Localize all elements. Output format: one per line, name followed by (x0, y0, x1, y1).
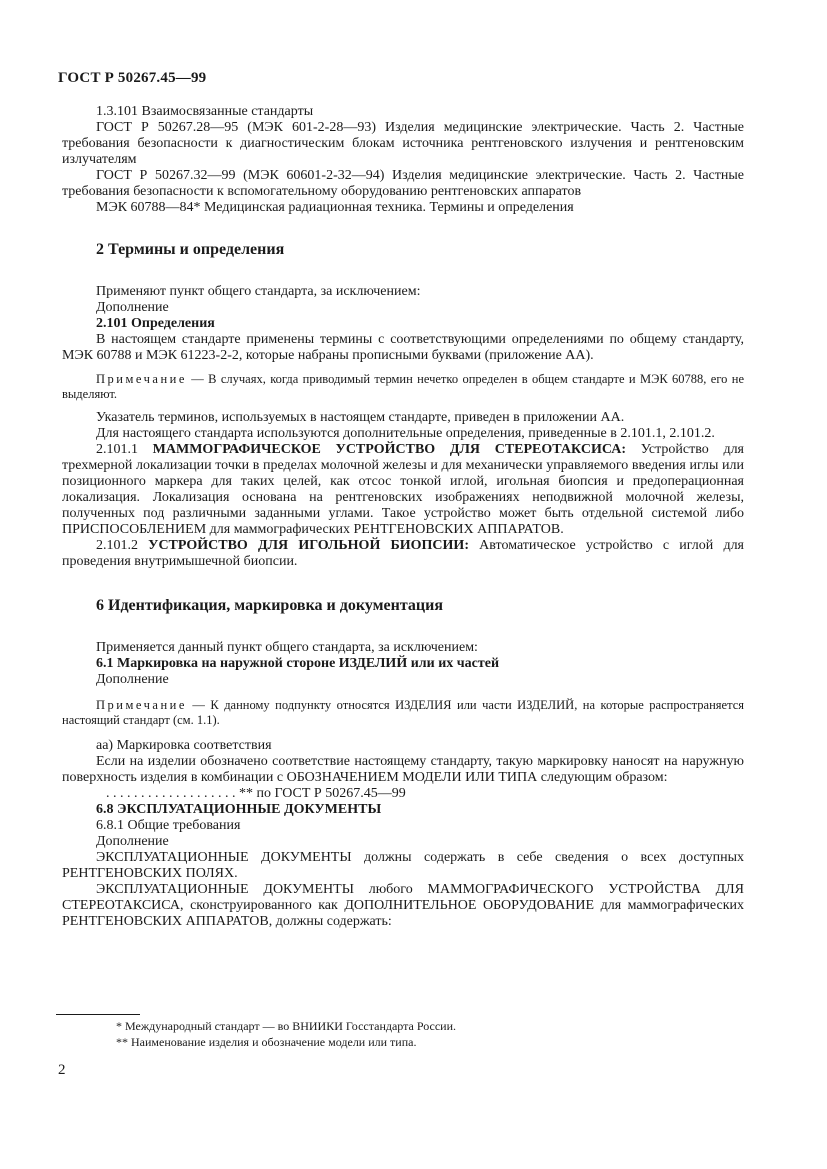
footnote-1: * Международный стандарт — во ВНИИКИ Госстандарта России. (116, 1019, 457, 1033)
section-6-note (62, 698, 744, 728)
footnote-divider (56, 1014, 140, 1015)
footnotes (116, 1018, 456, 1050)
subsection-6-1-heading: 6.1 Маркировка на наружной стороне ИЗДЕЛИЙ или их частей (96, 656, 500, 671)
definition-text: Устройство для трехмерной локализации точки в пределах молочной железы и для механически управляемого введения иглы или позиционного маркера для таких целей, как отсос тонкой иглой, игольная биопсия и предоперационная локализация. Локализация основана на рентгеновских изображениях неподвижной молочной железы, полученных под различными заданными углами. Такое устройство может быть отдельной системой либо ПРИСПОСОБЛЕНИЕМ для маммографических РЕНТГЕНОВСКИХ АППАРАТОВ. (62, 442, 744, 537)
definition-term: УСТРОЙСТВО ДЛЯ ИГОЛЬНОЙ БИОПСИИ: (148, 538, 469, 553)
section-2-addition: Дополнение (96, 300, 169, 315)
additional-definitions-paragraph: Для настоящего стандарта используются дополнительные определения, приведенные в 2.101.1, 2.101.2. (96, 426, 715, 441)
standard-ref-2: ГОСТ Р 50267.32—99 (МЭК 60601-2-32—94) Изделия медицинские электрические. Часть 2. Частные требования безопасности к вспомогательному оборудованию рентгеновских аппаратов (62, 168, 744, 199)
section-6-intro: Применяется данный пункт общего стандарта, за исключением: (96, 640, 478, 655)
section-6-addition: Дополнение (96, 672, 169, 687)
section-2-note (62, 372, 744, 402)
standard-ref-1: ГОСТ Р 50267.28—95 (МЭК 601-2-28—93) Изделия медицинские электрические. Часть 2. Частные требования безопасности к диагностическим блокам источника рентгеновского излучения и рентгеновским излучателям (62, 120, 744, 167)
definition-number: 2.101.2 (96, 538, 149, 553)
footnote-2: ** Наименование изделия и обозначение модели или типа. (116, 1035, 417, 1049)
item-aa-text: Если на изделии обозначено соответствие настоящему стандарту, такую маркировку наносят на наружную поверхность изделия в комбинации с ОБОЗНАЧЕНИЕМ МОДЕЛИ ИЛИ ТИПА следующим образом: (62, 754, 744, 785)
page-header-standard-id: ГОСТ Р 50267.45—99 (58, 70, 207, 86)
definition-number: 2.101.1 (96, 442, 153, 457)
section-6-8-addition: Дополнение (96, 834, 169, 849)
note-text: — К данному подпункту относятся ИЗДЕЛИЯ или части ИЗДЕЛИЙ, на которые распространяется настоящий стандарт (см. 1.1). (62, 698, 744, 727)
standard-ref-3: МЭК 60788—84* Медицинская радиационная техника. Термины и определения (96, 200, 574, 215)
item-aa-heading: аа) Маркировка соответствия (96, 738, 272, 753)
subsection-6-8-heading: 6.8 ЭКСПЛУАТАЦИОННЫЕ ДОКУМЕНТЫ (96, 802, 382, 817)
section-6-title: 6 Идентификация, маркировка и документация (96, 597, 443, 614)
operating-docs-paragraph-2: ЭКСПЛУАТАЦИОННЫЕ ДОКУМЕНТЫ любого МАММОГРАФИЧЕСКОГО УСТРОЙСТВА ДЛЯ СТЕРЕОТАКСИСА, сконструированного как ДОПОЛНИТЕЛЬНОЕ ОБОРУДОВАНИЕ для маммографических РЕНТГЕНОВСКИХ АППАРАТОВ, должны содержать: (62, 882, 744, 929)
page-content (62, 104, 744, 930)
subsection-2-101-heading: 2.101 Определения (96, 316, 215, 331)
definition-2-101-2 (62, 538, 744, 570)
definition-term: МАММОГРАФИЧЕСКОЕ УСТРОЙСТВО ДЛЯ СТЕРЕОТАКСИСА: (152, 442, 627, 457)
definition-2-101-1 (62, 442, 744, 538)
definitions-paragraph: В настоящем стандарте применены термины с соответствующими определениями по общему стандарту, МЭК 60788 и МЭК 61223-2-2, которые набраны прописными буквами (приложение АА). (62, 332, 744, 363)
note-text: — В случаях, когда приводимый термин нечетко определен в общем стандарте и МЭК 60788, его не выделяют. (62, 372, 744, 401)
terms-index-paragraph: Указатель терминов, используемых в настоящем стандарте, приведен в приложении АА. (96, 410, 625, 425)
subsection-1-3-101-heading: 1.3.101 Взаимосвязанные стандарты (96, 104, 314, 119)
marking-example-line: . . . . . . . . . . . . . . . . . . . ** по ГОСТ Р 50267.45—99 (106, 786, 406, 801)
subsection-6-8-1-heading: 6.8.1 Общие требования (96, 818, 241, 833)
note-label: Примечание (96, 372, 187, 386)
definition-text: Автоматическое устройство с иглой для проведения внутримышечной биопсии. (62, 538, 744, 569)
operating-docs-paragraph-1: ЭКСПЛУАТАЦИОННЫЕ ДОКУМЕНТЫ должны содержать в себе сведения о всех доступных РЕНТГЕНОВСКИХ ПОЛЯХ. (62, 850, 744, 881)
section-2-intro: Применяют пункт общего стандарта, за исключением: (96, 284, 421, 299)
section-2-title: 2 Термины и определения (96, 241, 285, 258)
note-label: Примечание (96, 698, 187, 712)
page-number: 2 (58, 1062, 66, 1078)
